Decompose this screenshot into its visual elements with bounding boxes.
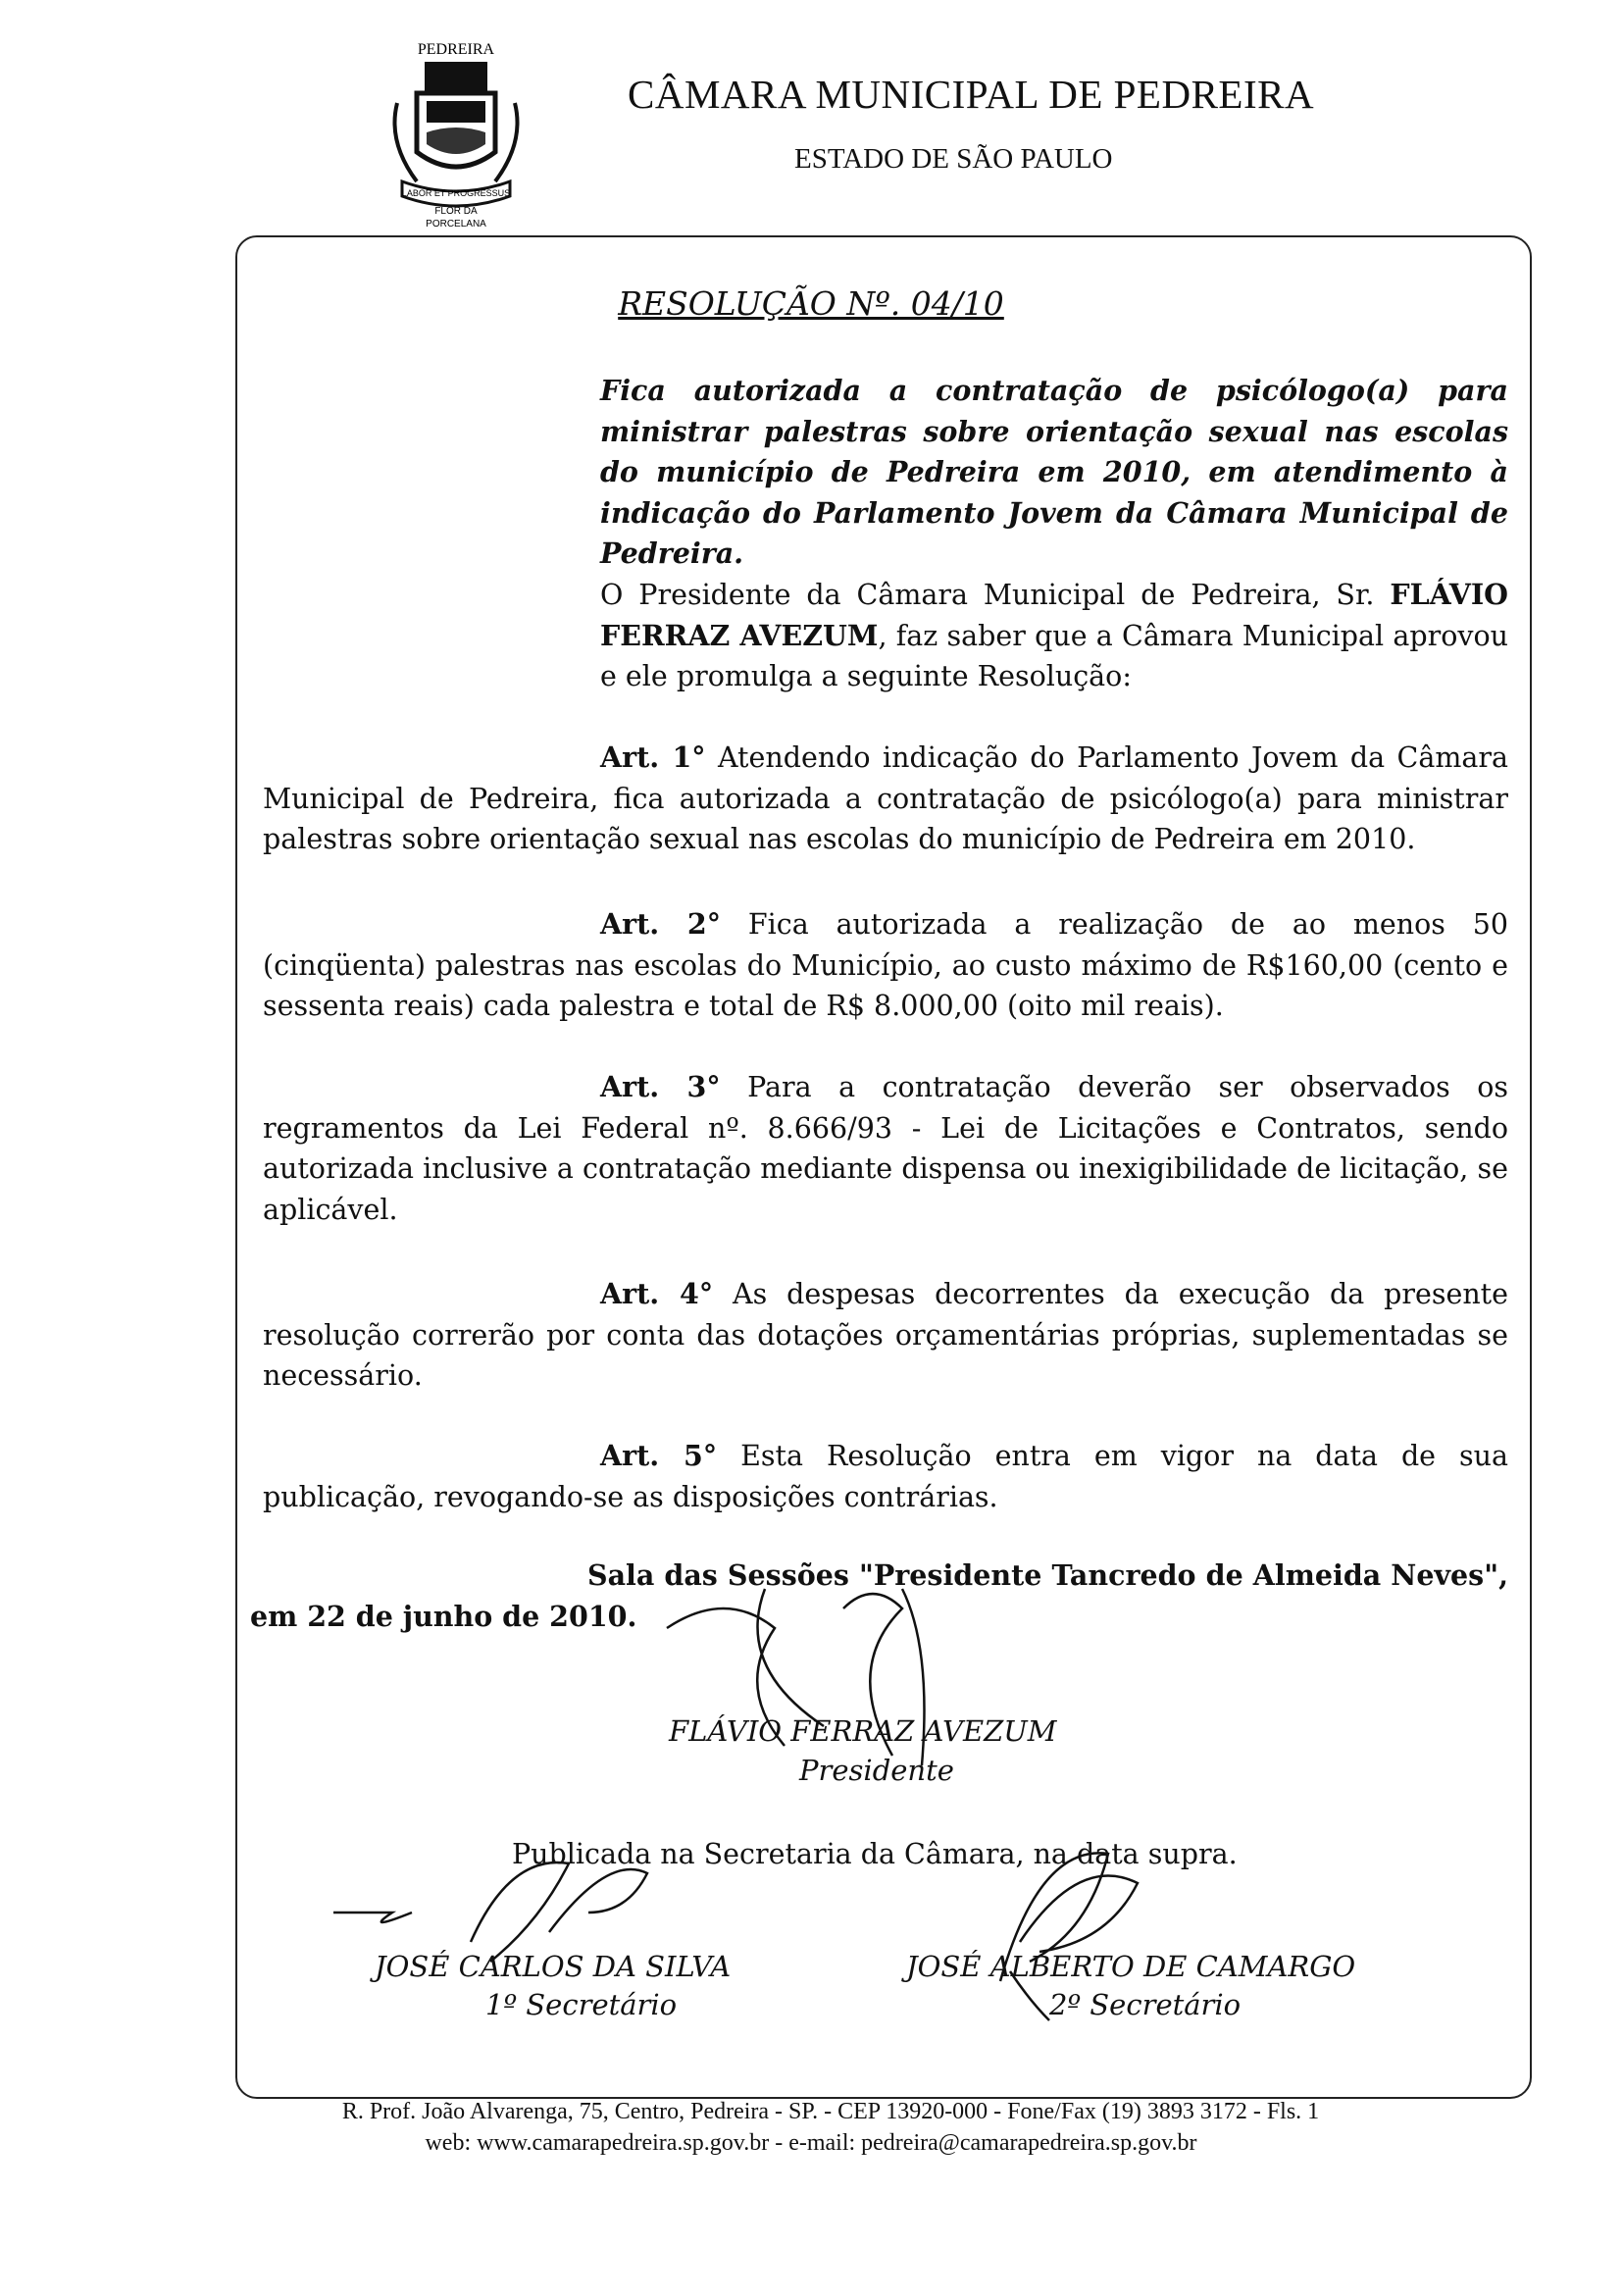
article-1 (263, 738, 1508, 860)
svg-text:PORCELANA: PORCELANA (426, 219, 486, 230)
svg-text:FLOR DA: FLOR DA (434, 206, 478, 217)
secretary2-role: 2º Secretário (1049, 1988, 1242, 2021)
article-text: Fica autorizada a realização de ao menos 50 (cinqüenta) palestras nas escolas do Município, ao custo máximo de R$160,00 (cento e sessenta reais) cada palestra e total de R$ 8.000,00 (oito mil reais). (263, 908, 1508, 1022)
publication-note: Publicada na Secretaria da Câmara, na data supra. (512, 1838, 1238, 1870)
state-subtitle: ESTADO DE SÃO PAULO (794, 143, 1113, 175)
article-label: Art. 2° (600, 907, 722, 941)
svg-text:PEDREIRA: PEDREIRA (417, 41, 495, 58)
closing-place-date: Sala das Sessões "Presidente Tancredo de Almeida Neves", em 22 de junho de 2010. (250, 1558, 1508, 1633)
footer-address: R. Prof. João Alvarenga, 75, Centro, Pedreira - SP. - CEP 13920-000 - Fone/Fax (19) 3893 3172 - Fls. 1 (341, 2099, 1320, 2124)
institution-title: CÂMARA MUNICIPAL DE PEDREIRA (628, 72, 1315, 117)
article-text: Para a contratação deverão ser observados os regramentos da Lei Federal nº. 8.666/93 - Lei de Licitações e Contratos, sendo autorizada inclusive a contratação mediante dispensa ou inexigibilidade de licitação, se aplicável. (263, 1071, 1508, 1226)
article-label: Art. 4° (600, 1277, 714, 1310)
article-text: As despesas decorrentes da execução da presente resolução correrão por conta das dotações orçamentárias próprias, suplementadas se necessário. (263, 1278, 1508, 1392)
resolution-title: RESOLUÇÃO Nº. 04/10 (618, 284, 1004, 323)
article-label: Art. 5° (600, 1439, 718, 1472)
preamble (600, 575, 1508, 697)
article-3 (263, 1067, 1508, 1230)
article-4 (263, 1274, 1508, 1397)
president-signatory-name: FLÁVIO FERRAZ AVEZUM (669, 1714, 1057, 1748)
president-role: Presidente (799, 1754, 954, 1787)
president-name: FLÁVIO FERRAZ AVEZUM (600, 578, 1508, 652)
secretary1-role: 1º Secretário (485, 1988, 678, 2021)
article-text: Atendendo indicação do Parlamento Jovem da Câmara Municipal de Pedreira, fica autorizada a contratação de psicólogo(a) para ministrar palestras sobre orientação sexual nas escolas do município de Pedreira em 2010. (263, 741, 1508, 855)
preamble-text-end: , faz saber que a Câmara Municipal aprovou e ele promulga a seguinte Resolução: (600, 619, 1509, 692)
preamble-text: O Presidente da Câmara Municipal de Pedreira, Sr. (600, 579, 1391, 611)
secretary1-name: JOSÉ CARLOS DA SILVA (375, 1950, 732, 1983)
article-2 (263, 904, 1508, 1027)
svg-text:LABOR ET PROGRESSUS: LABOR ET PROGRESSUS (401, 188, 511, 198)
secretary2-name: JOSÉ ALBERTO DE CAMARGO (906, 1950, 1356, 1983)
coat-of-arms-logo (378, 34, 534, 230)
article-5 (263, 1436, 1508, 1517)
article-label: Art. 1° (600, 740, 706, 774)
article-label: Art. 3° (600, 1070, 721, 1103)
resolution-abstract: Fica autorizada a contratação de psicólogo(a) para ministrar palestras sobre orientação sexual nas escolas do município de Pedreira em 2010, em atendimento à indicação do Parlamento Jovem da Câmara Municipal de Pedreira. (600, 374, 1508, 570)
footer-web: web: www.camarapedreira.sp.gov.br - e-mail: pedreira@camarapedreira.sp.gov.br (425, 2130, 1197, 2156)
article-text: Esta Resolução entra em vigor na data de sua publicação, revogando-se as disposições contrárias. (263, 1440, 1508, 1513)
